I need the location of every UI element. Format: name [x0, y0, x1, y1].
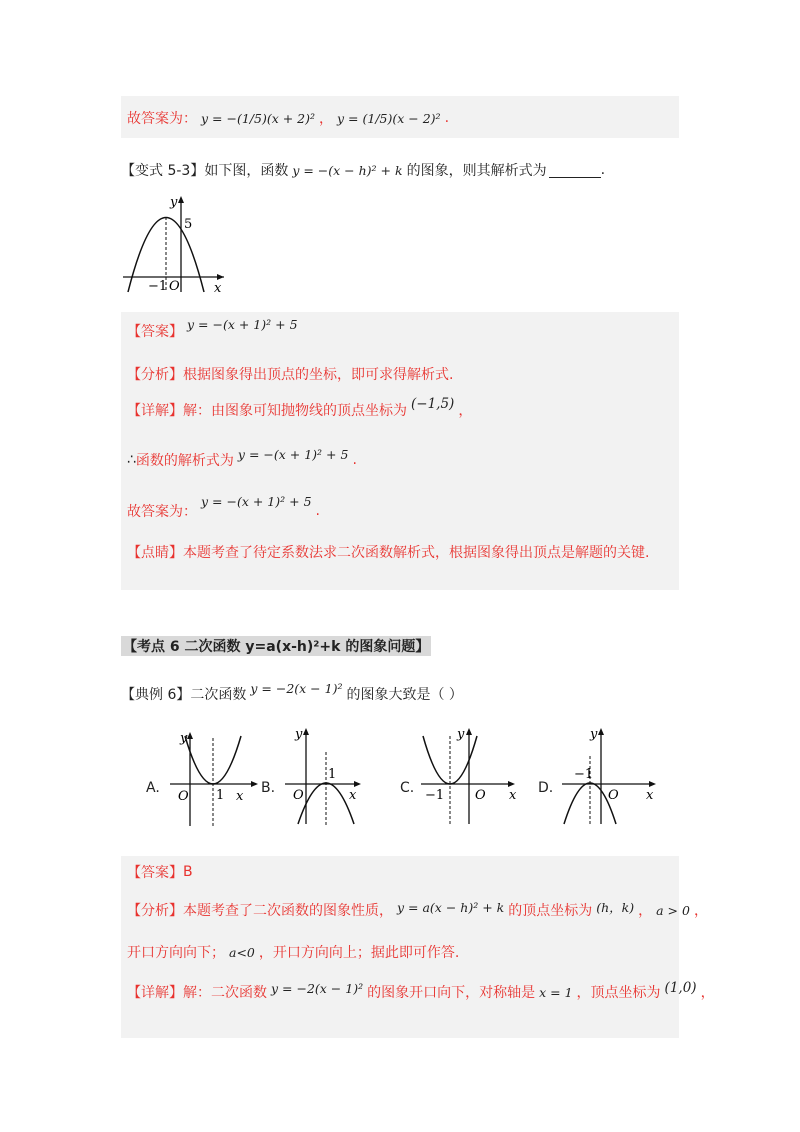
example-label: 【典例 6】 — [121, 687, 191, 703]
solution-block-2: 【答案】 B 【分析】 本题考查了二次函数的图象性质， y = a(x − h)² + k 的顶点坐标为 (h，k) ， a > 0 ， 开口方向向下； a<0 ，开口方向向上；据此即可作答. 【详解】 解：二次函数 y = −2(x − 1)² 的图象开口向下，对称轴是 x = 1 ，顶点坐标为 (1,0) ， — [121, 856, 679, 1038]
variant-question: 【变式 5-3】 如下图，函数 y = −(x − h)² + k 的图象，则其解析式为 . — [121, 162, 606, 179]
svg-text:O: O — [178, 789, 189, 804]
comment-label: 【点睛】 — [127, 545, 183, 561]
option-d-graph[interactable] — [560, 722, 660, 828]
answer-equation: y = −(x + 1)² + 5 — [187, 316, 298, 332]
x-axis-label: x — [214, 281, 222, 296]
value-5-label: 5 — [184, 217, 193, 232]
svg-text:−1: −1 — [574, 767, 594, 782]
svg-text:−1: −1 — [425, 788, 445, 803]
comment-text: 本题考查了待定系数法求二次函数解析式，根据图象得出顶点是解题的关键. — [183, 545, 650, 561]
option-b-graph[interactable] — [281, 722, 363, 828]
vertex-hk: (h，k) — [596, 900, 635, 915]
function-equation: y = −(x + 1)² + 5 — [237, 446, 349, 462]
topic-heading: 【考点 6 二次函数 y=a(x-h)²+k 的图象问题】 — [121, 636, 431, 656]
svg-text:y: y — [295, 727, 303, 742]
condition-a-negative: a<0 — [229, 944, 255, 960]
answer-equation-1: y = −(1/5)(x + 2)² — [201, 110, 316, 126]
svg-text:O: O — [475, 788, 486, 803]
answer-label: 故答案为： — [127, 111, 197, 127]
vertex-1-0: (1,0) — [664, 980, 697, 996]
svg-text:O: O — [293, 788, 304, 803]
vertex-coordinate: (−1,5) — [411, 396, 455, 412]
analysis-label: 【分析】 — [127, 367, 183, 383]
neg1-label: −1 — [148, 279, 168, 294]
option-c-graph[interactable] — [417, 722, 519, 828]
origin-label: O — [169, 279, 180, 294]
svg-text:y: y — [457, 727, 465, 742]
detail-label: 【详解】 — [127, 985, 183, 1001]
variant-label: 【变式 5-3】 — [121, 163, 205, 179]
svg-text:x: x — [236, 789, 244, 804]
svg-text:1: 1 — [328, 767, 337, 782]
vertex-form-equation: y = a(x − h)² + k — [397, 899, 505, 915]
example-question: 【典例 6】 二次函数 y = −2(x − 1)² 的图象大致是（ ） — [121, 680, 463, 703]
option-c-letter[interactable]: C. — [400, 780, 415, 796]
final-equation: y = −(x + 1)² + 5 — [201, 493, 312, 509]
svg-text:1: 1 — [216, 788, 225, 803]
y-axis-label: y — [170, 195, 178, 210]
option-d-letter[interactable]: D. — [538, 780, 554, 796]
analysis-text: 根据图象得出顶点的坐标，即可求得解析式. — [183, 367, 454, 383]
option-b-letter[interactable]: B. — [261, 780, 276, 796]
svg-text:x: x — [349, 788, 357, 803]
example-formula: y = −2(x − 1)² — [250, 680, 343, 696]
option-a-graph[interactable] — [168, 728, 260, 828]
variant-formula: y = −(x − h)² + k — [292, 162, 403, 178]
svg-text:O: O — [608, 788, 619, 803]
axis-of-symmetry: x = 1 — [539, 984, 573, 1000]
therefore-symbol: ∴ — [127, 452, 136, 468]
answer-label: 【答案】 — [127, 865, 183, 881]
answer-value: B — [183, 864, 193, 880]
final-answer-label: 故答案为： — [127, 504, 197, 520]
condition-a-positive: a > 0 — [656, 902, 690, 918]
answer-label: 【答案】 — [127, 324, 183, 340]
parabola-figure — [118, 192, 230, 296]
option-a-letter[interactable]: A. — [146, 780, 160, 796]
detail-label: 【详解】 — [127, 403, 183, 419]
solution-block-1: 【答案】 y = −(x + 1)² + 5 【分析】 根据图象得出顶点的坐标，即可求得解析式. 【详解】 解：由图象可知抛物线的顶点坐标为 (−1,5) ， ∴ 函数的解析式为 y = −(x + 1)² + 5 . 故答案为： y = −(x + 1)² + 5 . 【点睛】 本题考查了待定系数法求二次函数解析式，根据图象得出顶点是解题的关键. — [121, 312, 679, 590]
answer-equation-2: y = (1/5)(x − 2)² — [337, 110, 441, 126]
svg-text:x: x — [509, 788, 517, 803]
svg-text:x: x — [646, 788, 654, 803]
answer-blank — [549, 163, 601, 178]
detail-equation: y = −2(x − 1)² — [271, 980, 364, 996]
answer-block-1: 故答案为： y = −(1/5)(x + 2)² ， y = (1/5)(x − 2)² . — [121, 96, 679, 138]
svg-text:y: y — [590, 727, 598, 742]
analysis-label: 【分析】 — [127, 903, 183, 919]
svg-text:y: y — [180, 731, 188, 746]
